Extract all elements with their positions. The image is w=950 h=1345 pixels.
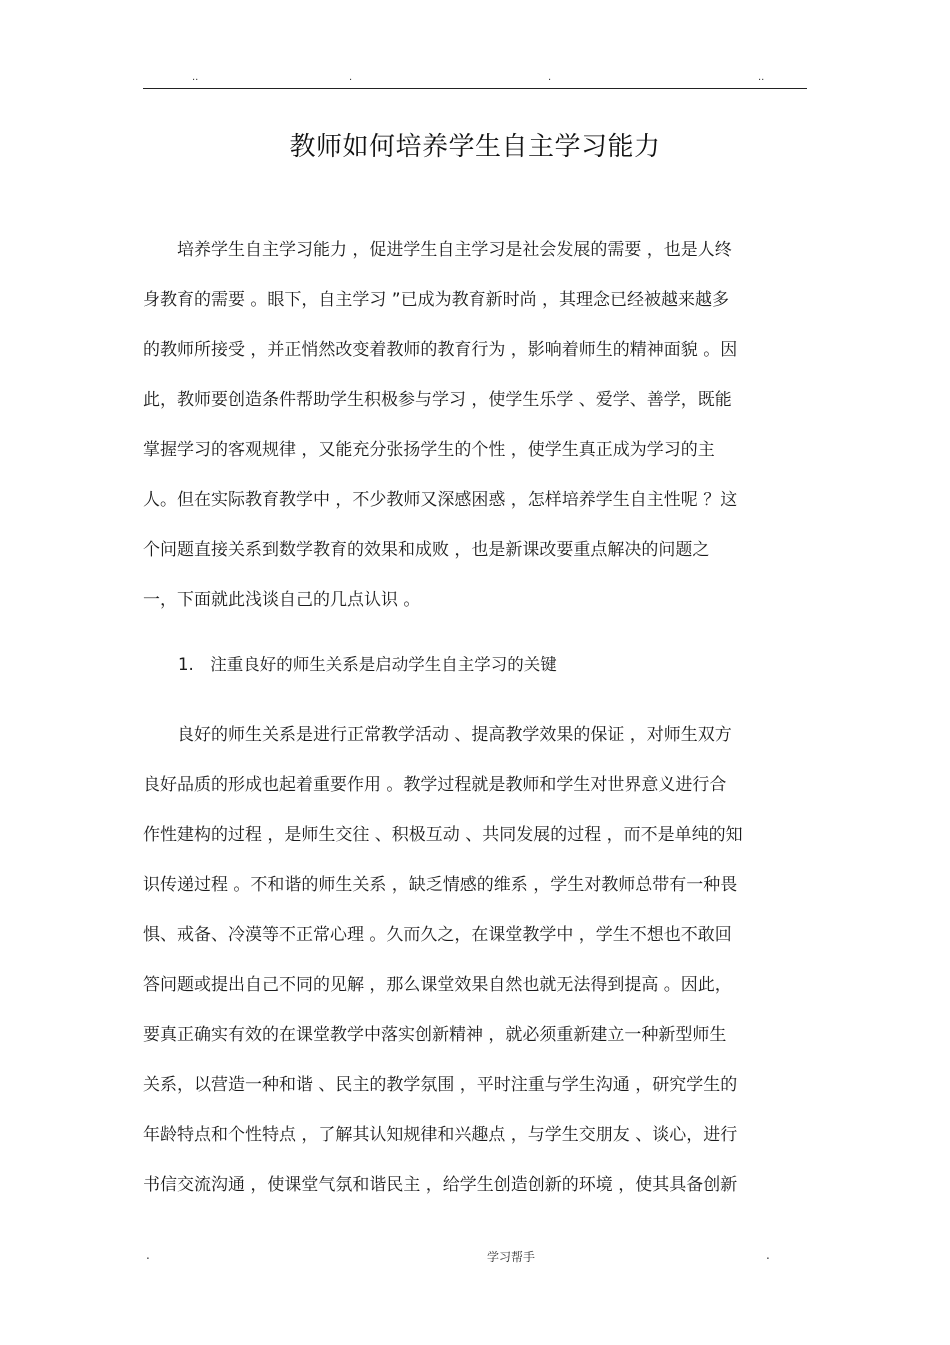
footer-mark: . — [146, 1248, 150, 1262]
header-mark: .. — [192, 72, 199, 83]
paragraph-line: 此，教师要创造条件帮助学生积极参与学习 ，使学生乐学 、爱学、善学，既能 — [143, 390, 732, 410]
paragraph-line: 良好的师生关系是进行正常教学活动 、提高教学效果的保证 ，对师生双方 — [143, 725, 732, 745]
header-rule — [143, 88, 807, 89]
paragraph-line: 掌握学习的客观规律 ，又能充分张扬学生的个性 ，使学生真正成为学习的主 — [143, 440, 715, 460]
paragraph-line: 关系，以营造一种和谐 、民主的教学氛围 ，平时注重与学生沟通 ，研究学生的 — [143, 1075, 738, 1095]
paragraph-line: 身教育的需要 。眼下，自主学习 ”已成为教育新时尚 ，其理念已经被越来越多 — [143, 290, 730, 310]
paragraph-line: 年龄特点和个性特点 ，了解其认知规律和兴趣点 ，与学生交朋友 、谈心，进行 — [143, 1125, 738, 1145]
paragraph-line: 良好品质的形成也起着重要作用 。教学过程就是教师和学生对世界意义进行合 — [143, 775, 727, 795]
paragraph-section1 — [143, 710, 811, 1210]
paragraph-line: 的教师所接受 ，并正悄然改变着教师的教育行为 ，影响着师生的精神面貌 。因 — [143, 340, 738, 360]
paragraph-line: 个问题直接关系到数学教育的效果和成败 ，也是新课改要重点解决的问题之 — [143, 540, 710, 560]
paragraph-line: 惧、戒备、冷漠等不正常心理 。久而久之，在课堂教学中 ，学生不想也不敢回 — [143, 925, 732, 945]
footer-label: 学习帮手 — [487, 1250, 536, 1264]
paragraph-line: 作性建构的过程 ，是师生交往 、积极互动 、共同发展的过程 ，而不是单纯的知 — [143, 825, 743, 845]
page-footer — [0, 1248, 950, 1268]
section-heading: 1. 注重良好的师生关系是启动学生自主学习的关键 — [178, 655, 557, 674]
paragraph-line: 要真正确实有效的在课堂教学中落实创新精神 ，就必须重新建立一种新型师生 — [143, 1025, 727, 1045]
page-header — [0, 72, 950, 88]
paragraph-line: 答问题或提出自己不同的见解 ，那么课堂效果自然也就无法得到提高 。因此， — [143, 975, 732, 995]
header-mark: .. — [758, 72, 765, 83]
header-mark: . — [548, 72, 552, 83]
paragraph-line: 一，下面就此浅谈自己的几点认识 。 — [143, 590, 421, 610]
paragraph-line: 人。但在实际教育教学中 ，不少教师又深感困惑 ，怎样培养学生自主性呢 ？这 — [143, 490, 738, 510]
footer-mark: . — [766, 1248, 770, 1262]
paragraph-intro — [143, 225, 811, 625]
paragraph-line: 书信交流沟通 ，使课堂气氛和谐民主 ，给学生创造创新的环境 ，使其具备创新 — [143, 1175, 738, 1195]
header-mark: . — [349, 72, 353, 83]
document-title: 教师如何培养学生自主学习能力 — [289, 132, 661, 162]
paragraph-line: 培养学生自主学习能力 ，促进学生自主学习是社会发展的需要 ，也是人终 — [143, 240, 732, 260]
paragraph-line: 识传递过程 。不和谐的师生关系 ，缺乏情感的维系 ，学生对教师总带有一种畏 — [143, 875, 738, 895]
